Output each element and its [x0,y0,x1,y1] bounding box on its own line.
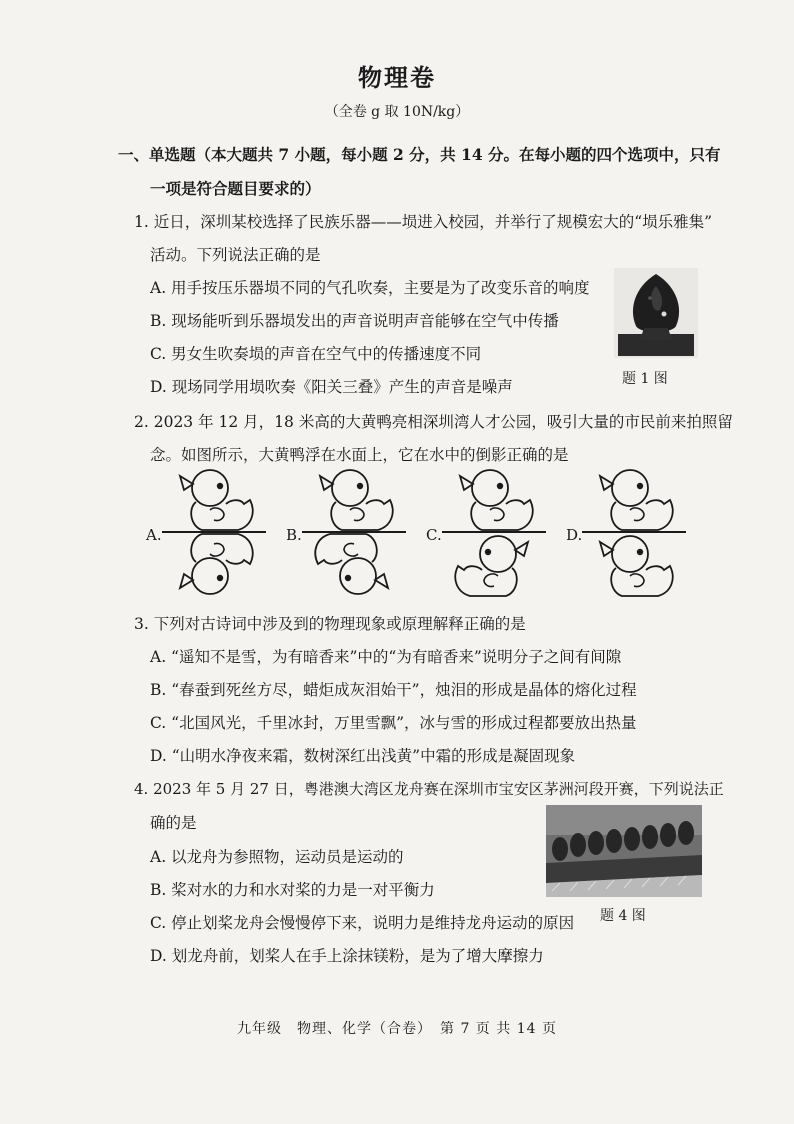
q1-option-a: A. 用手按压乐器埙不同的气孔吹奏，主要是为了改变乐音的响度 [150,279,590,297]
q4-option-c: C. 停止划桨龙舟会慢慢停下来，说明力是维持龙舟运动的原因 [150,914,575,932]
q1-option-b: B. 现场能听到乐器埙发出的声音说明声音能够在空气中传播 [150,312,559,330]
q3-option-d: D. “山明水净夜来霜，数树深红出浅黄”中霜的形成是凝固现象 [150,747,576,765]
page-subtitle: （全卷 g 取 10N/kg） [324,104,470,120]
q1-option-d: D. 现场同学用埙吹奏《阳关三叠》产生的声音是噪声 [150,378,513,396]
q1-stem-line2: 活动。下列说法正确的是 [150,246,321,264]
q2-option-b-label: B. [286,526,302,544]
q2-option-c-label: C. [426,526,442,544]
section-heading-line1: 一、单选题（本大题共 7 小题，每小题 2 分，共 14 分。在每小题的四个选项中，只有 [118,145,721,164]
q2-duck-options [130,460,730,600]
q2-option-c-figure [442,460,582,600]
figure4-caption: 题 4 图 [600,908,646,924]
q4-stem-line1: 4. 2023 年 5 月 27 日，粤港澳大湾区龙舟赛在深圳市宝安区茅洲河段开赛，下列说法正 [134,780,724,798]
q3-option-b: B. “春蚕到死丝方尽，蜡炬成灰泪始干”，烛泪的形成是晶体的熔化过程 [150,681,637,699]
figure1-caption: 题 1 图 [622,371,668,387]
q2-stem-line2: 念。如图所示，大黄鸭浮在水面上，它在水中的倒影正确的是 [150,446,569,464]
q2-option-d-label: D. [566,526,583,544]
q2-option-a-figure [162,460,302,600]
q4-option-b: B. 桨对水的力和水对桨的力是一对平衡力 [150,881,435,899]
section-heading-line2: 一项是符合题目要求的） [150,179,321,198]
q3-stem: 3. 下列对古诗词中涉及到的物理现象或原理解释正确的是 [134,615,526,633]
q1-stem-line1: 1. 近日，深圳某校选择了民族乐器——埙进入校园，并举行了规模宏大的“埙乐雅集” [134,213,713,231]
xun-instrument-image [614,268,698,358]
dragon-boat-image [546,805,702,897]
q4-option-a: A. 以龙舟为参照物，运动员是运动的 [150,848,404,866]
q2-stem-line1: 2. 2023 年 12 月，18 米高的大黄鸭亮相深圳湾人才公园，吸引大量的市民前来拍照留 [134,413,733,431]
page-title: 物理卷 [358,63,436,92]
q3-option-c: C. “北国风光，千里冰封，万里雪飘”，冰与雪的形成过程都要放出热量 [150,714,637,732]
q2-option-a-label: A. [146,526,162,544]
q4-stem-line2: 确的是 [150,814,197,832]
q3-option-a: A. “遥知不是雪，为有暗香来”中的“为有暗香来”说明分子之间有间隙 [150,648,622,666]
q2-option-d-figure [582,460,722,600]
q1-option-c: C. 男女生吹奏埙的声音在空气中的传播速度不同 [150,345,482,363]
q2-option-b-figure [302,460,442,600]
q4-option-d: D. 划龙舟前，划桨人在手上涂抹镁粉，是为了增大摩擦力 [150,947,544,965]
page-footer: 九年级 物理、化学（合卷） 第 7 页 共 14 页 [237,1021,557,1037]
